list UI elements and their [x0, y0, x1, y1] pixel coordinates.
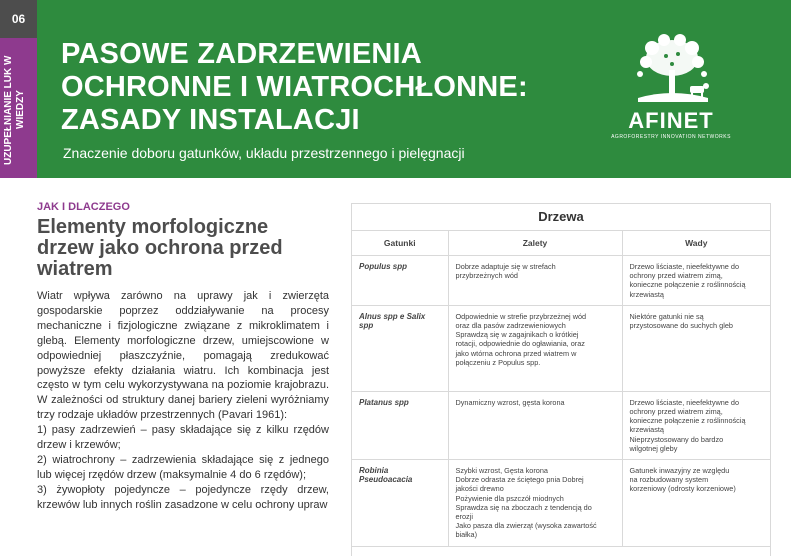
species-cell: Alnus spp e Salix spp	[352, 305, 448, 391]
table-row	[352, 305, 770, 391]
title-line: OCHRONNE I WIATROCHŁONNE:	[61, 71, 528, 103]
column-header-cons: Wady	[622, 231, 770, 256]
body-paragraph: 1) pasy zadrzewień – pasy składające się z kilku rzędów drzew i krzewów;	[37, 424, 329, 452]
afinet-logo	[602, 34, 742, 146]
cons-cell: Gatunek inwazyjny ze względu na rozbudowany system korzeniowy (odrosty korzeniowe)	[622, 460, 770, 547]
pros-cell: Dynamiczny wzrost, gęsta korona	[448, 391, 622, 459]
pros-cell: Odpowiednie w strefie przybrzeżnej wód oraz dla pasów zadrzewieniowych Sprawdzą się w zagajnikach o krótkiej rotacji, odpowiednie do ogławiania, oraz jako wtórna ochrona przed wiatrem w połączeniu z Populus spp.	[448, 305, 622, 391]
table-body	[352, 231, 770, 547]
section-heading: Elementy morfologiczne drzew jako ochrona przed wiatrem	[37, 216, 283, 280]
page-number: 06	[0, 0, 37, 38]
body-paragraph: 2) wiatrochrony – zadrzewienia składające się z jednego lub więcej rzędów drzew (maksymalnie 4 do 6 rzędów);	[37, 453, 329, 481]
logo-tagline: AGROFORESTRY INNOVATION NETWORKS	[611, 134, 731, 140]
table-row	[352, 460, 770, 547]
cons-cell: Drzewo liściaste, nieefektywne do ochrony przed wiatrem zimą, konieczne połączenie z roślinnością krzewiastą	[622, 256, 770, 306]
body-paragraph: Wiatr wpływa zarówno na uprawy jak i zwierzęta gospodarskie poprzez oddziaływanie na procesy mechaniczne i fizjologiczne związane z mikroklimatem i glebą. Elementy morfologiczne drzew, umiejscowione w odpowiedniej płaszczyźnie, pomagają zredukować powyższe efekty działania wiatru. Ich kombinacja jest często w tym celu wykorzystywana na poziomie krajobrazu. W zależności od struktury danej bariery zieleni wyróżniamy trzy rodzaje układów przestrzennych (Pavari 1961):	[37, 290, 329, 422]
table-header-row	[352, 231, 770, 256]
cons-cell: Drzewo liściaste, nieefektywne do ochrony przed wiatrem zimą, konieczne połączenie z roślinnością krzewiastą Nieprzystosowany do bardzo wilgotnej gleby	[622, 391, 770, 459]
section-kicker: JAK I DLACZEGO	[37, 201, 130, 213]
tree-logo-icon	[602, 34, 742, 108]
header-banner	[37, 0, 791, 178]
page-subtitle: Znaczenie doboru gatunków, układu przestrzennego i pielęgnacji	[63, 145, 465, 161]
column-header-species: Gatunki	[352, 231, 448, 256]
table-caption: Drzewa	[352, 204, 770, 231]
column-header-pros: Zalety	[448, 231, 622, 256]
logo-brand: AFINET	[628, 108, 714, 133]
species-cell: Populus spp	[352, 256, 448, 306]
pros-cell: Szybki wzrost, Gęsta korona Dobrze odrasta ze ściętego pnia Dobrej jakości drewno Pożywienie dla pszczół miodnych Sprawdza się na zboczach z tendencją do erozji Jako pasza dla zwierząt (wysoka zawartość białka)	[448, 460, 622, 547]
section-body	[37, 289, 329, 513]
body-paragraph: 3) żywopłoty pojedyncze – pojedyncze rzędy drzew, krzewów lub innych roślin zasadzone w celu ochrony upraw	[37, 483, 329, 511]
page-title	[61, 38, 581, 137]
section-vertical-label: UZUPEŁNIANIE LUK W WIEDZY	[3, 55, 26, 165]
title-line: ZASADY INSTALACJI	[61, 104, 360, 136]
table-row	[352, 391, 770, 459]
table-row	[352, 256, 770, 306]
side-tab	[0, 0, 37, 178]
cons-cell: Niektóre gatunki nie są przystosowane do suchych gleb	[622, 305, 770, 391]
species-cell: Platanus spp	[352, 391, 448, 459]
trees-table	[351, 203, 771, 556]
species-cell: Robinia Pseudoacacia	[352, 460, 448, 547]
title-line: PASOWE ZADRZEWIENIA	[61, 38, 422, 70]
pros-cell: Dobrze adaptuje się w strefach przybrzeżnych wód	[448, 256, 622, 306]
